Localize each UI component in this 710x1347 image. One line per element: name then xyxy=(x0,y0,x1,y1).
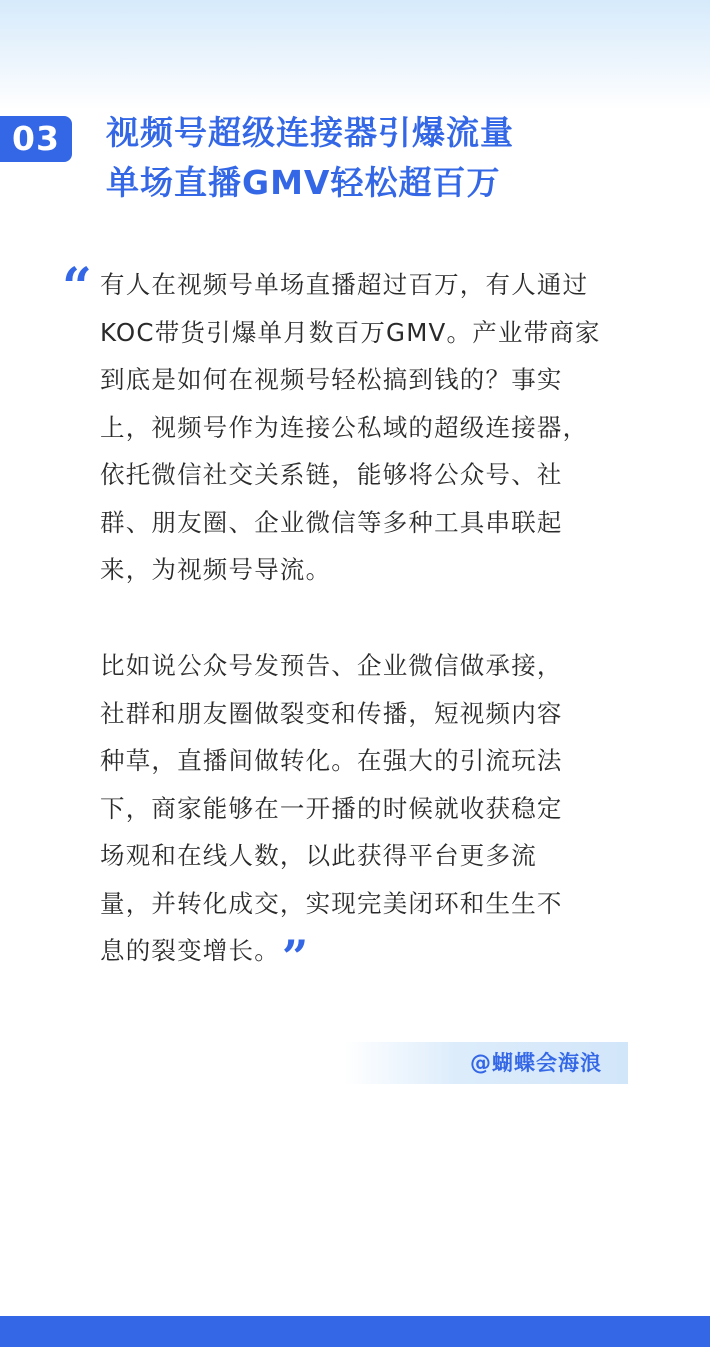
section-title xyxy=(106,108,696,208)
paragraph-line: 依托微信社交关系链，能够将公众号、社 xyxy=(100,460,563,489)
paragraph-line: 群、朋友圈、企业微信等多种工具串联起 xyxy=(100,507,563,537)
paragraph-line: 到底是如何在视频号轻松搞到钱的？事实 xyxy=(100,365,563,394)
paragraph-line: 场观和在线人数，以此获得平台更多流 xyxy=(100,841,537,870)
paragraph-line: 上，视频号作为连接公私域的超级连接器， xyxy=(100,412,589,442)
paragraph-line: 有人在视频号单场直播超过百万，有人通过 xyxy=(100,270,589,299)
paragraph-line-text: 息的裂变增长。 xyxy=(100,936,280,965)
open-quote-icon: “ xyxy=(62,257,92,318)
paragraph-line: 种草，直播间做转化。在强大的引流玩法 xyxy=(100,746,563,775)
top-gradient-background xyxy=(0,0,710,110)
author-name: @蝴蝶会海浪 xyxy=(470,1051,602,1075)
close-quote-icon: ” xyxy=(281,930,310,984)
quote-paragraph-2 xyxy=(100,642,630,984)
section-number-badge: 03 xyxy=(0,116,72,162)
section-title-line-2: 单场直播GMV轻松超百万 xyxy=(106,163,501,202)
paragraph-line: KOC带货引爆单月数百万GMV。产业带商家 xyxy=(100,317,601,347)
quote-paragraph-1 xyxy=(100,261,630,594)
author-tag xyxy=(344,1042,628,1084)
paragraph-line: 量，并转化成交，实现完美闭环和生生不 xyxy=(100,888,563,918)
paragraph-line: 来，为视频号导流。 xyxy=(100,555,332,584)
paragraph-last-line xyxy=(100,927,630,984)
section-title-line-1: 视频号超级连接器引爆流量 xyxy=(106,113,514,152)
paragraph-line: 社群和朋友圈做裂变和传播，短视频内容 xyxy=(100,698,563,728)
bottom-accent-bar xyxy=(0,1316,710,1347)
paragraph-line: 比如说公众号发预告、企业微信做承接， xyxy=(100,651,563,680)
paragraph-line: 下，商家能够在一开播的时候就收获稳定 xyxy=(100,793,563,823)
